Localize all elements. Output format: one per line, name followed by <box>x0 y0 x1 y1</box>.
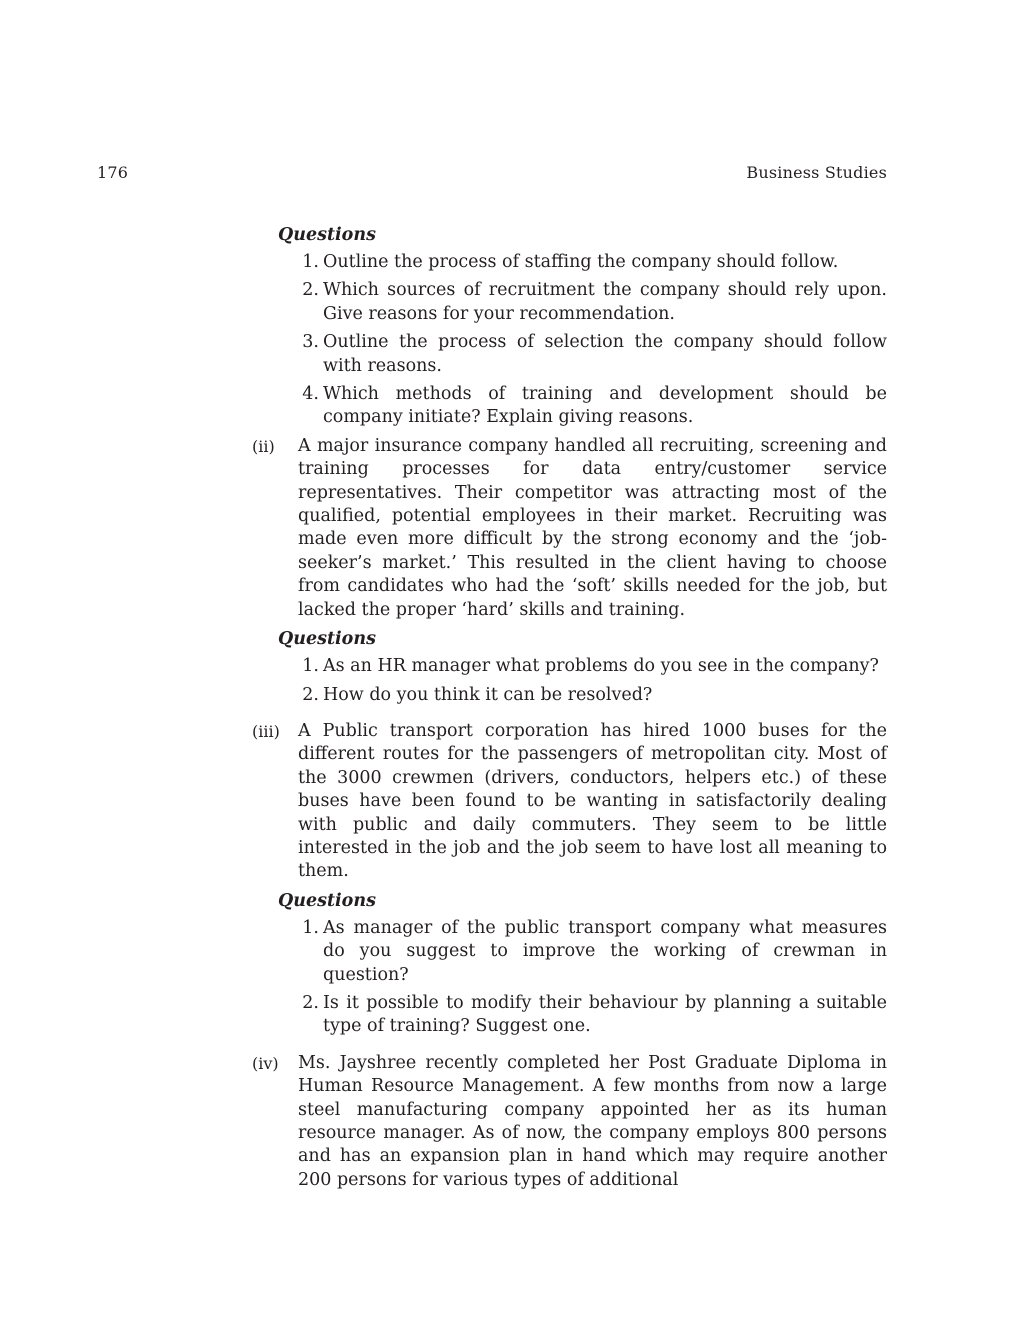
question-item <box>292 251 887 274</box>
case-number: (iii) <box>252 721 280 741</box>
question-number: 2. <box>302 280 319 301</box>
question-number: 1. <box>302 917 319 938</box>
question-number: 3. <box>302 332 319 353</box>
questions-heading: Questions <box>278 890 376 911</box>
question-item <box>292 917 887 987</box>
case-number: (iv) <box>252 1053 279 1073</box>
question-item <box>292 383 887 430</box>
question-text: Which methods of training and development should be company initiate? Explain giving reasons. <box>323 384 887 428</box>
page-number: 176 <box>97 163 129 182</box>
questions-heading: Questions <box>278 225 376 245</box>
question-item <box>292 655 887 678</box>
case-study <box>248 1052 887 1192</box>
running-head: Business Studies <box>746 163 887 182</box>
question-item <box>292 331 887 378</box>
case-text: A major insurance company handled all recruiting, screening and training processes for data entry/customer service representatives. Their competitor was attracting most of the qualified, potential employees in their market. Recruiting was made even more difficult by the strong economy and the ‘job-seeker’s market.’ This resulted in the client having to choose from candidates who had the ‘soft’ skills needed for the job, but lacked the proper ‘hard’ skills and training. <box>298 435 887 620</box>
case-text: Ms. Jayshree recently completed her Post Graduate Diploma in Human Resource Management. A few months from now a large steel manufacturing company appointed her as its human resource manager. As of now, the company employs 800 persons and has an expansion plan in hand which may require another 200 persons for various types of additional <box>298 1052 887 1190</box>
question-text: Is it possible to modify their behaviour by planning a suitable type of training? Suggest one. <box>323 992 887 1037</box>
question-number: 1. <box>302 656 319 677</box>
questions-heading: Questions <box>278 629 376 650</box>
case-study <box>248 720 887 884</box>
question-number: 1. <box>302 252 319 272</box>
question-text: How do you think it can be resolved? <box>323 684 653 705</box>
question-text: As manager of the public transport company what measures do you suggest to improve the working of crewman in question? <box>323 917 887 985</box>
question-text: Which sources of recruitment the company should rely upon. Give reasons for your recommendation. <box>323 280 887 324</box>
question-item <box>292 279 887 326</box>
question-text: As an HR manager what problems do you see in the company? <box>323 656 879 677</box>
question-item <box>292 992 887 1039</box>
question-text: Outline the process of selection the company should follow with reasons. <box>323 332 887 376</box>
case-study <box>248 435 887 622</box>
question-item <box>292 684 887 707</box>
question-number: 2. <box>302 992 319 1013</box>
question-number: 2. <box>302 684 319 705</box>
question-text: Outline the process of staffing the company should follow. <box>323 252 839 272</box>
page-body <box>248 218 887 1192</box>
question-number: 4. <box>302 384 319 405</box>
case-number: (ii) <box>252 436 275 456</box>
case-text: A Public transport corporation has hired 1000 buses for the different routes for the passengers of metropolitan city. Most of the 3000 crewmen (drivers, conductors, helpers etc.) of these buses have been found to be wanting in satisfactorily dealing with public and daily commuters. They seem to be little interested in the job and the job seem to have lost all meaning to them. <box>298 720 887 882</box>
